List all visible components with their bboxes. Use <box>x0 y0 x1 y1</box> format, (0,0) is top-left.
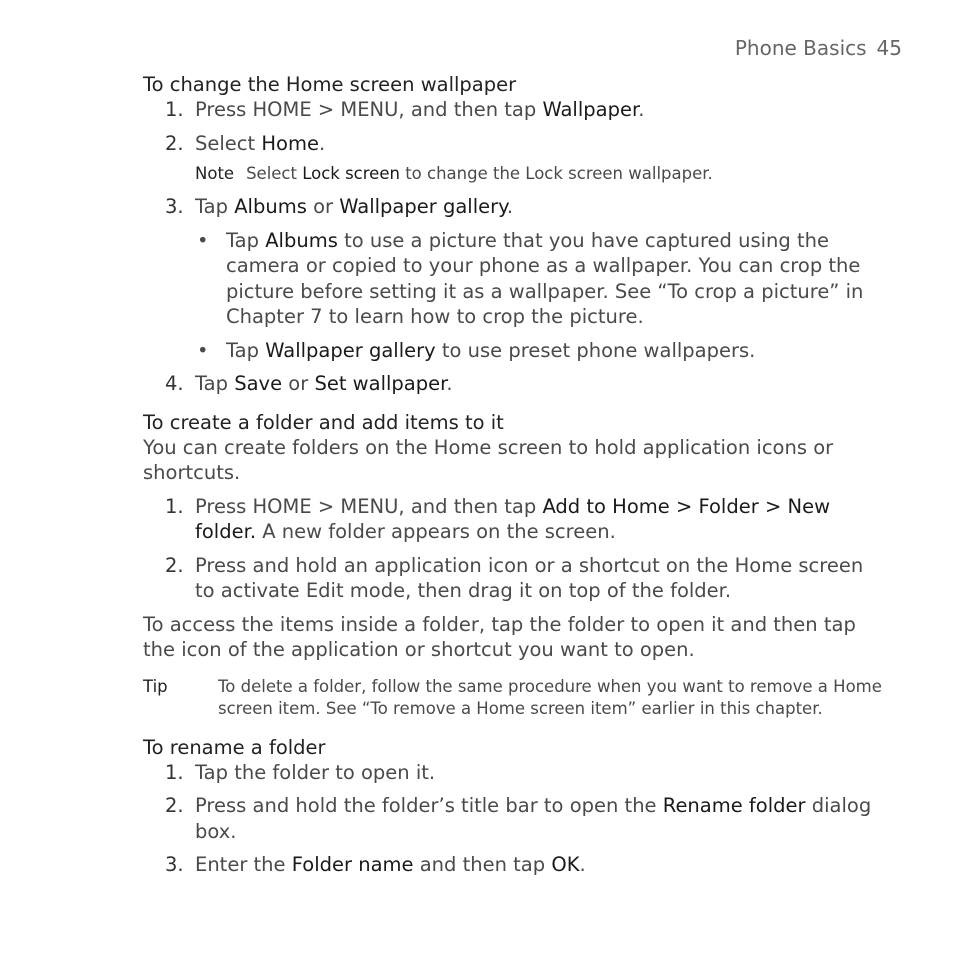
note-label: Note <box>195 164 235 183</box>
step-number: 1. <box>165 494 184 518</box>
step-text: . <box>506 195 514 218</box>
step-text: or <box>282 372 315 395</box>
ui-term: Add to Home > Folder > New folder. <box>195 494 831 543</box>
step-text: . <box>638 98 645 121</box>
step-number: 2. <box>165 794 184 817</box>
wallpaper-step-3 <box>143 194 883 220</box>
step-number: 3. <box>165 853 184 876</box>
step-number: 1. <box>165 760 184 784</box>
rename-step-3 <box>143 852 883 878</box>
bullet-dot: • <box>197 338 209 362</box>
note-text: to change the Lock screen wallpaper. <box>399 164 713 183</box>
bullet-dot: • <box>197 228 209 252</box>
step-text: . <box>318 131 326 155</box>
ui-term: Rename folder <box>662 794 806 817</box>
section-heading-rename: To rename a folder <box>143 735 326 759</box>
step-text: Press HOME > MENU, and then tap <box>195 98 543 121</box>
ui-term: Wallpaper <box>542 98 639 121</box>
ui-term: Set wallpaper <box>314 372 447 395</box>
section-heading-folder: To create a folder and add items to it <box>143 410 504 434</box>
ui-term: Albums <box>265 228 338 252</box>
bullet-item-wallpaper-gallery <box>143 338 883 364</box>
note <box>143 163 883 185</box>
step-number: 1. <box>165 98 184 121</box>
note-text: Select <box>246 164 303 183</box>
step-text: and then tap <box>413 853 552 876</box>
ui-term: Folder name <box>291 853 414 876</box>
page-header <box>735 36 902 60</box>
folder-step-1 <box>143 494 883 545</box>
step-text: Press HOME > MENU, and then tap <box>195 494 543 518</box>
step-text: . <box>579 853 586 876</box>
section-heading-wallpaper: To change the Home screen wallpaper <box>143 73 517 96</box>
step-number: 2. <box>165 553 184 577</box>
tip <box>143 676 883 720</box>
step-text: Select <box>195 131 262 155</box>
rename-step-2 <box>143 793 883 844</box>
folder-intro: You can create folders on the Home screen to hold application icons or shortcuts. <box>143 435 834 484</box>
page-content <box>143 70 883 878</box>
folder-access-paragraph: To access the items inside a folder, tap the folder to open it and then tap the icon of the application or shortcut you want to open. <box>143 612 856 661</box>
bullet-text: to use preset phone wallpapers. <box>435 338 756 362</box>
step-text: Tap <box>195 195 235 218</box>
step-text: or <box>306 195 340 218</box>
bullet-text: to use a picture that you have captured using the camera or copied to your phone as a wallpaper. You can crop the picture before setting it as a wallpaper. See “To crop a picture” in Chapter 7 to learn how to crop the picture. <box>226 228 864 328</box>
step-text: dialog box. <box>195 794 872 843</box>
ui-term: Home <box>261 131 319 155</box>
ui-term: Lock screen <box>302 164 400 183</box>
page-number: 45 <box>876 36 902 60</box>
bullet-text: Tap <box>226 338 266 362</box>
wallpaper-step-4 <box>143 371 883 397</box>
wallpaper-step-1 <box>143 97 883 123</box>
folder-step-2 <box>143 553 883 604</box>
step-text: A new folder appears on the screen. <box>256 520 616 543</box>
ui-term: OK <box>551 853 580 876</box>
wallpaper-step-2 <box>143 131 883 157</box>
bullet-item-albums <box>143 228 883 330</box>
step-text: Enter the <box>195 853 292 876</box>
tip-label: Tip <box>143 676 168 696</box>
bullet-text: Tap <box>226 228 266 252</box>
ui-term: Wallpaper gallery <box>339 195 507 218</box>
rename-step-1 <box>143 760 883 786</box>
step-text: Press and hold an application icon or a shortcut on the Home screen to activate Edit mode, then drag it on top of the folder. <box>195 553 864 602</box>
step-text: Tap the folder to open it. <box>195 760 436 784</box>
tip-text: To delete a folder, follow the same procedure when you want to remove a Home screen item. See “To remove a Home screen item” earlier in this chapter. <box>218 676 882 718</box>
step-text: Tap <box>195 372 235 395</box>
ui-term: Wallpaper gallery <box>265 338 436 362</box>
ui-term: Save <box>234 372 283 395</box>
step-text: Press and hold the folder’s title bar to open the <box>195 794 663 817</box>
step-number: 4. <box>165 372 184 395</box>
step-text: . <box>446 372 453 395</box>
step-number: 2. <box>165 131 184 155</box>
ui-term: Albums <box>234 195 307 218</box>
step-number: 3. <box>165 195 184 218</box>
section-title: Phone Basics <box>734 36 867 60</box>
